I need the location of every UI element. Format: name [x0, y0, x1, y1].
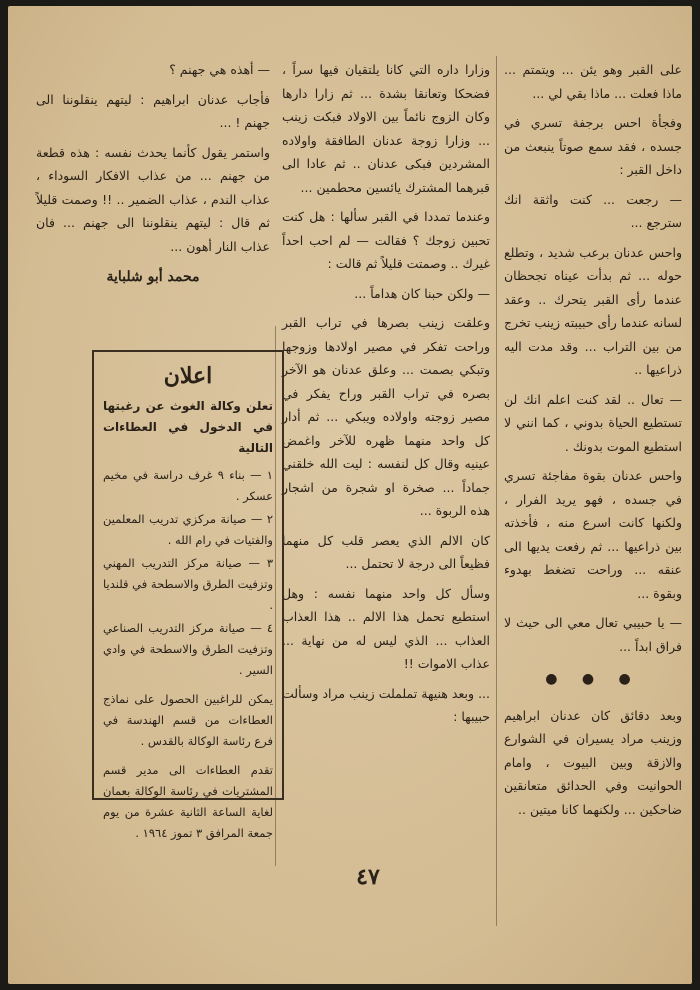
- story-column-right: [504, 58, 682, 827]
- ad-note: يمكن للراغبين الحصول على نماذج العطاءات من قسم الهندسة في فرع رئاسة الوكالة بالقدس .: [103, 692, 273, 748]
- paragraph: — ولكن حبنا كان هداماً ...: [354, 285, 490, 301]
- paragraph: واحس عدنان بقوة مفاجئة تسري في جسده ، فهو يريد الفرار ، ولكنها كانت اسرع منه ، فأخذته بين ذراعيها ... ثم رفعت يديها الى عنقه ... وراحت تضغط بهدوء وبقوة ...: [504, 468, 682, 601]
- paragraph: وعندما تمددا في القبر سألها : هل كنت تحبين زوجك ؟ فقالت — لم احب احداً غيرك .. وصمتت قليلاً ثم قالت :: [282, 209, 490, 271]
- paragraph: ... وبعد هنيهة تململت زينب مراد وسألت حبيبها :: [282, 685, 490, 724]
- paragraph: — تعال .. لقد كنت اعلم انك لن تستطيع الحياة بدوني ، كما انني لا استطيع الموت بدونك .: [504, 391, 682, 454]
- author-signature: محمد أبو شلباية: [106, 269, 200, 285]
- paragraph: — رجعت ... كنت واثقة انك سترجع ...: [504, 191, 682, 230]
- paragraph: — يا حبيبي تعال معي الى حيث لا فراق ابداً ...: [504, 615, 682, 654]
- paragraph: — أهذه هي جهنم ؟: [169, 62, 270, 77]
- closing-paragraph: وبعد دقائق كان عدنان ابراهيم وزينب مراد يسيران في الشوارع والازقة وبين البيوت ، وامام الحوانيت وفي الحدائق متعانقين ضاحكين ... ولكنهما كانا ميتين ..: [504, 707, 682, 817]
- ad-item: ٢ — صيانة مركزي تدريب المعلمين والفتيات في رام الله .: [103, 512, 273, 547]
- ad-item: ٤ — صيانة مركز التدريب الصناعي وتزفيت الطرق والاسطحة في وادي السير .: [103, 621, 273, 677]
- paragraph: وفجأة احس برجفة تسري في جسده ، فقد سمع صوتاً ينبعث من داخل القبر :: [504, 115, 682, 177]
- story-column-middle: [282, 58, 490, 735]
- paragraph: واحس عدنان برعب شديد ، وتطلع حوله ... ثم بدأت عيناه تجحظان عندما رأى القبر يتحرك .. وعقد لسانه عندما رأى حبيبته زينب تخرج من بين التراب ... وقد مدت اليه ذراعيها ..: [504, 244, 682, 377]
- paragraph: كان الالم الذي يعصر قلب كل منهما فظيعاً الى درجة لا تحتمل ...: [282, 532, 490, 571]
- ad-intro: تعلن وكالة الغوث عن رغبتها في الدخول في العطاءات التالية: [103, 399, 273, 455]
- section-separator: ● ● ●: [545, 671, 641, 687]
- paragraph: وزارا داره التي كانا يلتقيان فيها سراً ، فضحكا وتعانقا بشدة ... ثم زارا دارها وكان الزوج نائماً بين الاولاد فبكت زينب ... وزارا زوجة عدنان الطافقة واولاده المشردين فبكى عدنان .. ثم عادا الى قبرهما المشترك يائسين محطمين ...: [282, 62, 490, 195]
- ad-item: ١ — بناء ٩ غرف دراسة في مخيم عسكر .: [103, 468, 273, 503]
- ad-note: تقدم العطاءات الى مدير قسم المشتريات في رئاسة الوكالة بعمان لغاية الساعة الثانية عشرة من يوم جمعة المرافق ٣ تموز ١٩٦٤ .: [103, 763, 273, 840]
- ad-item-list: [103, 465, 273, 681]
- column-divider-right: [496, 56, 497, 926]
- story-column-left: [36, 58, 270, 290]
- paragraph: وسأل كل واحد منهما نفسه : وهل استطيع تحمل هذا الالم .. هذا العذاب العذاب ... الذي ليس له من نهاية ... عذاب الاموات !!: [282, 585, 490, 671]
- ad-item: ٣ — صيانة مركز التدريب المهني وتزفيت الطرق والاسطحة في قلنديا .: [103, 556, 273, 612]
- advertisement-box: [92, 350, 284, 840]
- magazine-page: [8, 6, 692, 984]
- paragraph: على القبر وهو يئن ... ويتمتم ... ماذا فعلت ... ماذا بقي لي ...: [504, 62, 682, 101]
- paragraph: فأجاب عدنان ابراهيم : ليتهم ينقلوننا الى جهنم ! ...: [36, 91, 270, 130]
- ad-title: اعلان: [163, 363, 213, 389]
- page-number: ٤٧: [356, 864, 380, 890]
- paragraph: واستمر يقول كأنما يحدث نفسه : هذه قطعة من جهنم ... من عذاب الافكار السوداء ، عذاب الندم ، عذاب الضمير .. !! وصمت قليلاً ثم قال : ليتهم ينقلوننا الى جهنم ... فان عذاب النار أهون ...: [36, 144, 270, 254]
- paragraph: وعلقت زينب بصرها في تراب القبر وراحت تفكر في مصير اولادها وزوجها وتبكي بصمت ... وعلق عدنان هو الآخر بصره في تراب القبر وراح يفكر في مصير زوجته واولاده ويبكي ... ثم أدار كل واحد منهما ظهره للآخر واغمض عينيه وقال كل لنفسه : ليت الله خلقني جماداً ... صخرة او شجرة من اشجار هذه الربوة ...: [282, 315, 490, 518]
